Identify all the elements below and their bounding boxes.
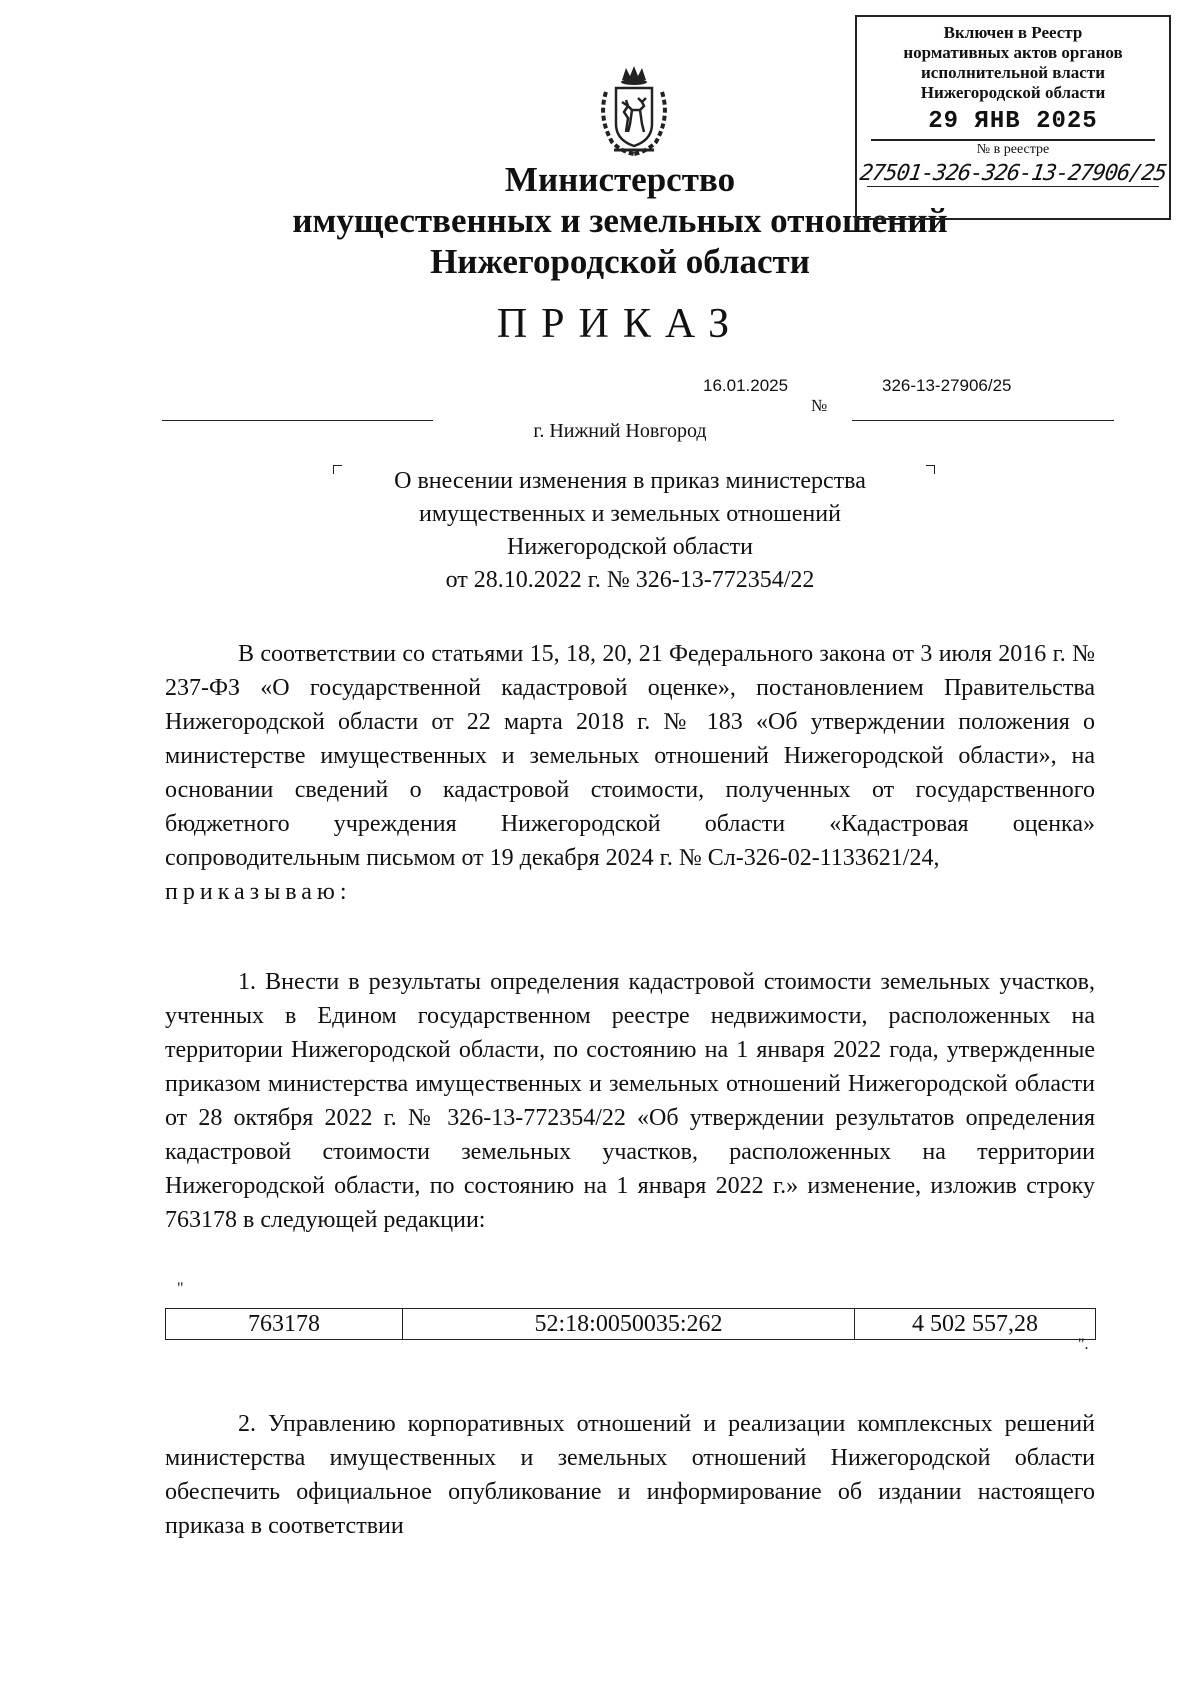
table-quote-open: " [177, 1280, 184, 1297]
subject-line3: Нижегородской области [506, 534, 754, 560]
coat-of-arms-emblem [592, 62, 676, 158]
subject-line1: О внесении изменения в приказ министерства [394, 468, 866, 494]
document-number: 326-13-27906/25 [882, 376, 1012, 395]
subject-corner-right [926, 465, 935, 474]
stamp-line4: Нижегородской области [920, 83, 1106, 102]
table-row [166, 1309, 1096, 1340]
ministry-name-line3: Нижегородской области [430, 242, 810, 281]
subject-line4: от 28.10.2022 г. № 326-13-772354/22 [445, 567, 815, 593]
clause-2-paragraph: 2. Управлению корпоративных отношений и реализации комплексных решений министерства имущественных и земельных отношений Нижегородской области обеспечить официальное опубликование и информирование об издании настоящего приказа в соответствии [165, 1411, 1095, 1539]
document-subject [340, 465, 920, 597]
order-word: приказываю: [165, 879, 352, 905]
registry-stamp [855, 15, 1171, 220]
table-quote-close: ". [1078, 1336, 1089, 1353]
ministry-name-line1: Министерство [504, 160, 736, 199]
stamp-date: 29 ЯНВ 2025 [928, 108, 1098, 135]
cadastral-value-table [165, 1308, 1096, 1340]
preamble-paragraph [165, 637, 1095, 909]
row-number-cell: 763178 [166, 1309, 403, 1340]
stamp-line2: нормативных актов органов [903, 43, 1123, 62]
document-type: ПРИКАЗ [496, 301, 744, 347]
document-city: г. Нижний Новгород [533, 420, 707, 442]
ministry-name-line2: имущественных и земельных отношений [292, 201, 948, 240]
cadastral-value-cell: 4 502 557,28 [855, 1309, 1096, 1340]
document-date: 16.01.2025 [703, 376, 789, 395]
stamp-registry-caption: № в реестре [976, 141, 1050, 157]
cadastral-number-cell: 52:18:0050035:262 [403, 1309, 855, 1340]
preamble-text: В соответствии со статьями 15, 18, 20, 21 Федерального закона от 3 июля 2016 г. № 237-ФЗ «О государственной кадастровой оценке», постановлением Правительства Нижегородской области от 22 марта 2018 г. № 183 «Об утверждении положения о министерстве имущественных и земельных отношений Нижегородской области», на основании сведений о кадастровой стоимости, полученных от государственного бюджетного учреждения Нижегородской области «Кадастровая оценка» сопроводительным письмом от 19 декабря 2024 г. № Сл-326-02-1133621/24, [165, 641, 1095, 871]
subject-line2: имущественных и земельных отношений [419, 501, 841, 527]
stamp-line3: исполнительной власти [921, 63, 1105, 82]
clause-1-paragraph: 1. Внести в результаты определения кадастровой стоимости земельных участков, учтенных в Едином государственном реестре недвижимости, расположенных на территории Нижегородской области, по состоянию на 1 января 2022 года, утвержденные приказом министерства имущественных и земельных отношений Нижегородской области от 28 октября 2022 г. № 326-13-772354/22 «Об утверждении результатов определения кадастровой стоимости земельных участков, расположенных на территории Нижегородской области, по состоянию на 1 января 2022 г.» изменение, изложив строку 763178 в следующей редакции: [165, 969, 1095, 1233]
stamp-registry-number: 27501-326-326-13-27906/25 [858, 160, 1168, 186]
number-sign: № [811, 396, 828, 415]
stamp-line1: Включен в Реестр [943, 23, 1083, 42]
